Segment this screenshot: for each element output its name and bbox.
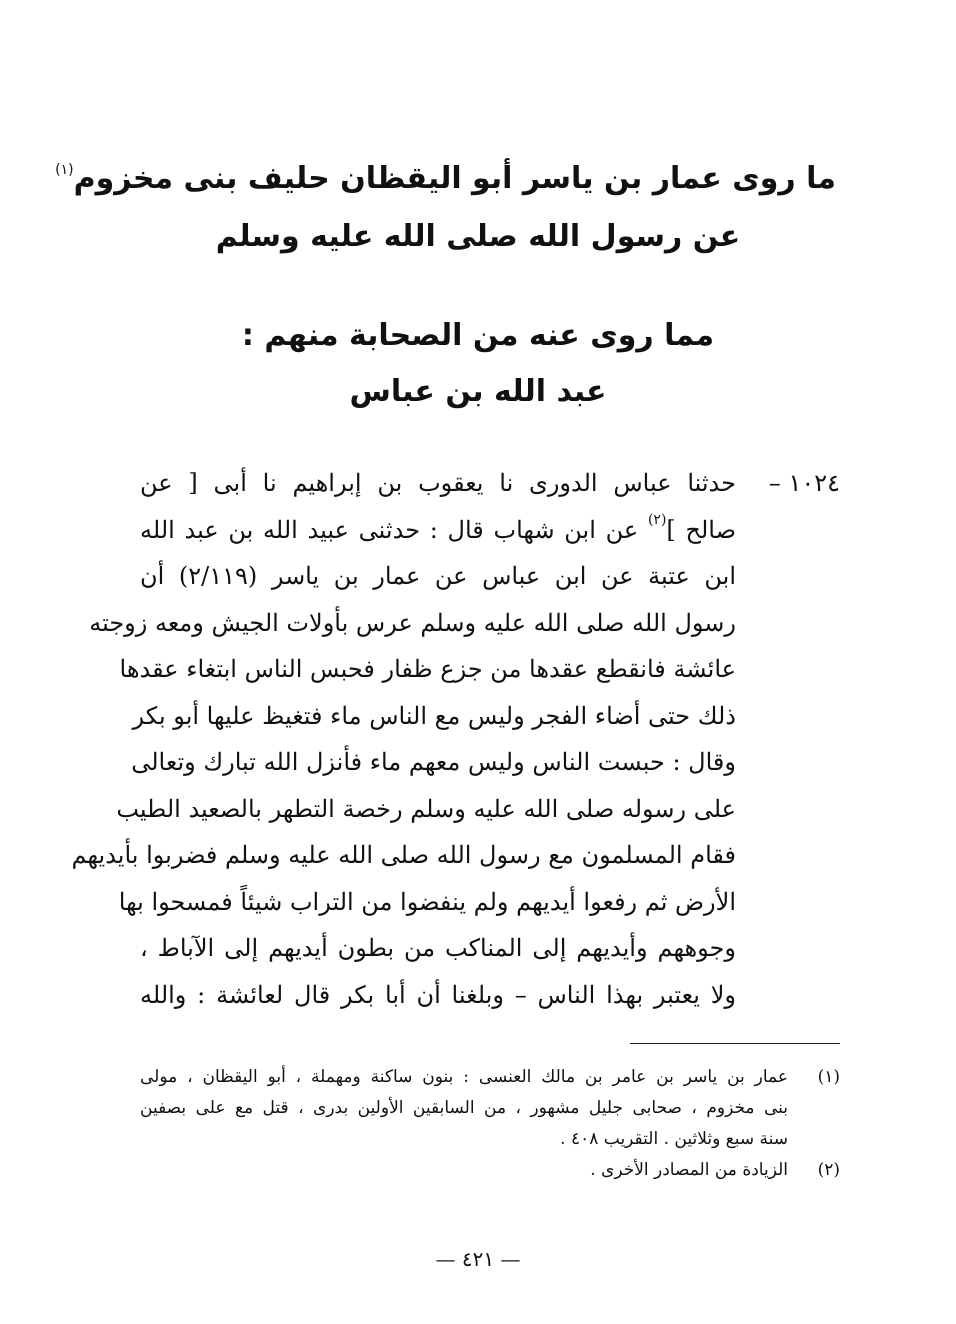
footnote-2 (140, 1155, 840, 1186)
hadith-line: على رسوله صلى الله عليه وسلم رخصة التطهر بالصعيد الطيب (116, 794, 736, 823)
hadith-line: وجوههم وأيديهم إلى المناكب من بطون أيديهم إلى الآباط ، (140, 934, 736, 962)
chapter-title (55, 150, 836, 266)
section-heading-line-2: عبد الله بن عباس (349, 374, 607, 409)
chapter-title-line-1 (55, 150, 836, 208)
hadith-line: عائشة فانقطع عقدها من جزع ظفار فحبس الناس ابتغاء عقدها (119, 655, 736, 683)
hadith-line (140, 507, 736, 554)
section-heading (120, 308, 836, 420)
hadith-line: ذلك حتى أضاء الفجر وليس مع الناس ماء فتغيظ عليها أبو بكر (132, 701, 736, 730)
footnote-ref-1: (١) (55, 162, 74, 178)
footnote-text (140, 1062, 788, 1155)
footnote-text (140, 1155, 788, 1186)
hadith-line: ولا يعتبر بهذا الناس – وبلغنا أن أبا بكر قال لعائشة : والله (140, 980, 736, 1009)
footnote-line: بنى مخزوم ، صحابى جليل مشهور ، من السابقين الأولين بدرى ، قتل مع على بصفين (140, 1098, 788, 1118)
footnote-line: الزيادة من المصادر الأخرى . (590, 1160, 788, 1180)
footnote-number: (١) (817, 1067, 840, 1087)
footnote-1 (140, 1062, 840, 1155)
hadith-number: ١٠٢٤ – (768, 469, 840, 497)
footnotes (140, 1062, 840, 1186)
page-number: — ٤٢١ — (435, 1247, 521, 1271)
hadith-line: رسول الله صلى الله عليه وسلم عرس بأولات الجيش ومعه زوجته (89, 608, 736, 637)
footnote-line: عمار بن ياسر بن عامر بن مالك العنسى : بنون ساكنة ومهملة ، أبو اليقظان ، مولى (140, 1067, 788, 1087)
section-heading-line-1: مما روى عنه من الصحابة منهم : (241, 318, 715, 353)
footnote-number: (٢) (817, 1160, 840, 1180)
hadith-line: الأرض ثم رفعوا أيديهم ولم ينفضوا من التراب شيئاً فمسحوا بها (118, 887, 736, 916)
hadith-line-prefix: صالح ] (666, 515, 736, 544)
hadith-line-rest: عن ابن شهاب قال : حدثنى عبيد الله بن عبد الله (140, 515, 639, 544)
chapter-title-text: ما روى عمار بن ياسر أبو اليقظان حليف بنى مخزوم (73, 161, 836, 196)
footnote-line: سنة سبع وثلاثين . التقريب ٤٠٨ . (560, 1129, 788, 1149)
hadith-line: وقال : حبست الناس وليس معهم ماء فأنزل الله تبارك وتعالى (131, 748, 736, 776)
footnote-separator (630, 1043, 840, 1044)
hadith-text (71, 460, 736, 1018)
hadith-line: ابن عتبة عن ابن عباس عن عمار بن ياسر (٢/١١٩) أن (140, 562, 736, 590)
chapter-title-line-2: عن رسول الله صلى الله عليه وسلم (215, 219, 741, 254)
hadith-line: فقام المسلمون مع رسول الله صلى الله عليه وسلم فضربوا بأيديهم (71, 841, 736, 869)
hadith-line: حدثنا عباس الدورى نا يعقوب بن إبراهيم نا أبى [ عن (140, 469, 736, 497)
footnote-ref-2: (٢) (647, 511, 667, 528)
